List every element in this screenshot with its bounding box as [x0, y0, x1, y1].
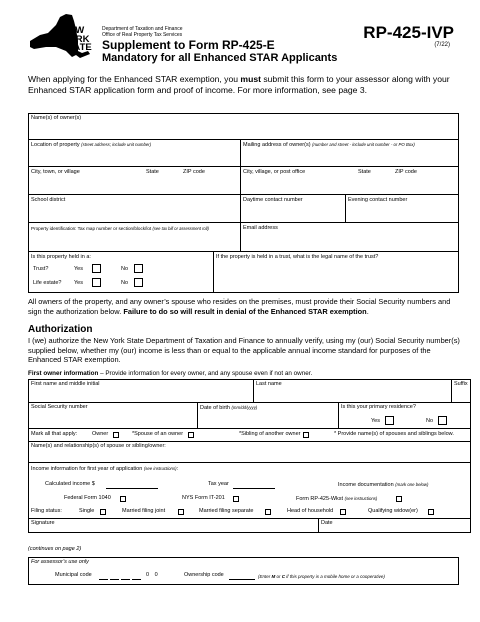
relationship-field[interactable]: Name(s) and relationship(s) of spouse or sibling/owner: [31, 443, 166, 449]
department-name: Department of Taxation and Finance [102, 26, 183, 32]
dob-field[interactable]: Date of birth (mm/dd/yyyy) [200, 405, 258, 411]
first-owner-heading: First owner information – Provide information for every owner, and any spouse even if not an owner. [28, 370, 313, 377]
state-field[interactable]: State [146, 169, 159, 175]
trust-name-field[interactable]: If the property is held in a trust, what is the legal name of the trust? [216, 254, 379, 260]
filing-status-label: Filing status: [31, 508, 62, 514]
ssn-field[interactable]: Social Security number [31, 404, 88, 410]
trust-yes-label: Yes [74, 266, 83, 272]
zip-field[interactable]: ZIP code [183, 169, 205, 175]
form-revision-date: (7/22) [434, 42, 450, 48]
qw-checkbox[interactable] [428, 509, 434, 515]
spouse-label: *Spouse of an owner [132, 431, 184, 437]
email-field[interactable]: Email address [243, 225, 278, 231]
life-estate-label: Life estate? [33, 280, 62, 286]
assessor-box [28, 557, 459, 585]
mail-zip-field[interactable]: ZIP code [395, 169, 417, 175]
mailing-address-field[interactable]: Mailing address of owner(s) (number and street - include unit number - or PO Box) [243, 142, 415, 148]
mark-all-label: Mark all that apply: [31, 431, 78, 437]
tax-year-label: Tax year [208, 481, 229, 487]
logo-line-new: NEW [62, 25, 85, 36]
calculated-income-input[interactable] [106, 488, 158, 489]
continues-note: (continues on page 2) [28, 546, 82, 552]
spouse-checkbox[interactable] [188, 432, 194, 438]
assessor-heading: For assessor’s use only [31, 559, 89, 565]
school-district-field[interactable]: School district [31, 197, 66, 203]
intro-text: When applying for the Enhanced STAR exemption, you must submit this form to your assessor along with your Enhanced STAR application form and proof of income. For more information, see page 3. [28, 74, 450, 95]
life-yes-checkbox[interactable] [92, 278, 101, 287]
evening-phone-field[interactable]: Evening contact number [348, 197, 408, 203]
residence-yes-label: Yes [371, 418, 380, 424]
income-info-label: Income information for first year of application (see instructions): [31, 466, 179, 472]
logo-wordmark [62, 27, 92, 53]
ownership-code-label: Ownership code [184, 572, 224, 578]
hoh-label: Head of household [287, 508, 334, 514]
first-name-field[interactable]: First name and middle initial [31, 381, 100, 387]
signature-field[interactable]: Signature [31, 520, 55, 526]
single-checkbox[interactable] [100, 509, 106, 515]
trust-question: Is this property held in a: [31, 254, 91, 260]
owner-checkbox[interactable] [113, 432, 119, 438]
form-number: RP-425-IVP [363, 23, 454, 42]
life-no-label: No [121, 280, 129, 286]
life-no-checkbox[interactable] [134, 278, 143, 287]
federal-1040-checkbox[interactable] [120, 496, 126, 502]
primary-residence-question: Is this your primary residence? [341, 404, 416, 410]
city-field[interactable]: City, town, or village [31, 169, 80, 175]
income-doc-label: Income documentation (mark one below) [338, 482, 429, 488]
municipal-code-digit-3[interactable] [121, 579, 130, 580]
trust-yes-checkbox[interactable] [92, 264, 101, 273]
trust-label: Trust? [33, 266, 49, 272]
hoh-checkbox[interactable] [340, 509, 346, 515]
authorization-text: I (we) authorize the New York State Department of Taxation and Finance to annually verify, using my (our) Social Security number(s) supplied below, whether my (our) income is less than or equal to the applicable annual income standard for purposes of the Enhanced STAR exemption. [28, 336, 460, 364]
ownership-code-input[interactable] [229, 579, 255, 580]
daytime-phone-field[interactable]: Daytime contact number [243, 197, 303, 203]
municipal-code-digit-4[interactable] [132, 579, 141, 580]
mfj-label: Married filing joint [122, 508, 166, 514]
form-title: Supplement to Form RP-425-E [102, 38, 275, 52]
logo-line-state: STATE [62, 42, 92, 53]
owners-name-field[interactable]: Name(s) of owner(s) [31, 115, 82, 121]
municipal-code-digit-2[interactable] [110, 579, 119, 580]
mail-state-field[interactable]: State [358, 169, 371, 175]
trust-no-label: No [121, 266, 129, 272]
mfs-checkbox[interactable] [265, 509, 271, 515]
sibling-label: *Sibling of another owner [239, 431, 301, 437]
municipal-code-suffix: 0 0 [146, 572, 160, 578]
last-name-field[interactable]: Last name [256, 381, 282, 387]
suffix-field[interactable]: Suffix [454, 381, 468, 387]
residence-yes-checkbox[interactable] [385, 416, 394, 425]
nys-it201-checkbox[interactable] [233, 496, 239, 502]
mfs-label: Married filing separate [199, 508, 254, 514]
single-label: Single [79, 508, 95, 514]
nys-it201-label: NYS Form IT-201 [182, 495, 225, 501]
parcel-id-field[interactable]: Property identification: Tax map number or section/block/lot (see tax bill or assessment roll) [31, 226, 209, 231]
life-yes-label: Yes [74, 280, 83, 286]
ownership-code-hint: (Enter M or C if this property is a mobile home or a cooperative) [258, 574, 385, 579]
municipal-code-label: Municipal code [55, 572, 92, 578]
mfj-checkbox[interactable] [178, 509, 184, 515]
provide-names-note: * Provide name(s) of spouses and siblings below. [334, 431, 454, 437]
rp425-wkst-checkbox[interactable] [396, 496, 402, 502]
residence-no-label: No [426, 418, 434, 424]
office-name: Office of Real Property Tax Services [102, 32, 183, 38]
trust-no-checkbox[interactable] [134, 264, 143, 273]
owners-notice: All owners of the property, and any owner’s spouse who resides on the premises, must provide their Social Security numbers and sign the authorization below. Failure to do so will result in denial of the Enhanced STAR exemption. [28, 297, 451, 316]
logo-line-york: YORK [62, 33, 90, 45]
tax-year-input[interactable] [233, 488, 275, 489]
property-location-field[interactable]: Location of property (street address; include unit number) [31, 142, 152, 148]
rp425-wkst-label: Form RP-425-Wkst (see instructions) [296, 496, 378, 502]
date-field[interactable]: Date [321, 520, 333, 526]
mail-city-field[interactable]: City, village, or post office [243, 169, 306, 175]
federal-1040-label: Federal Form 1040 [64, 495, 111, 501]
owner-label: Owner [92, 431, 109, 437]
residence-no-checkbox[interactable] [438, 416, 447, 425]
form-subtitle: Mandatory for all Enhanced STAR Applicants [102, 52, 338, 64]
municipal-code-digit-1[interactable] [99, 579, 108, 580]
sibling-checkbox[interactable] [303, 432, 309, 438]
authorization-heading: Authorization [28, 324, 93, 335]
calculated-income-label: Calculated income $ [45, 481, 95, 487]
qw-label: Qualifying widow(er) [368, 508, 418, 514]
